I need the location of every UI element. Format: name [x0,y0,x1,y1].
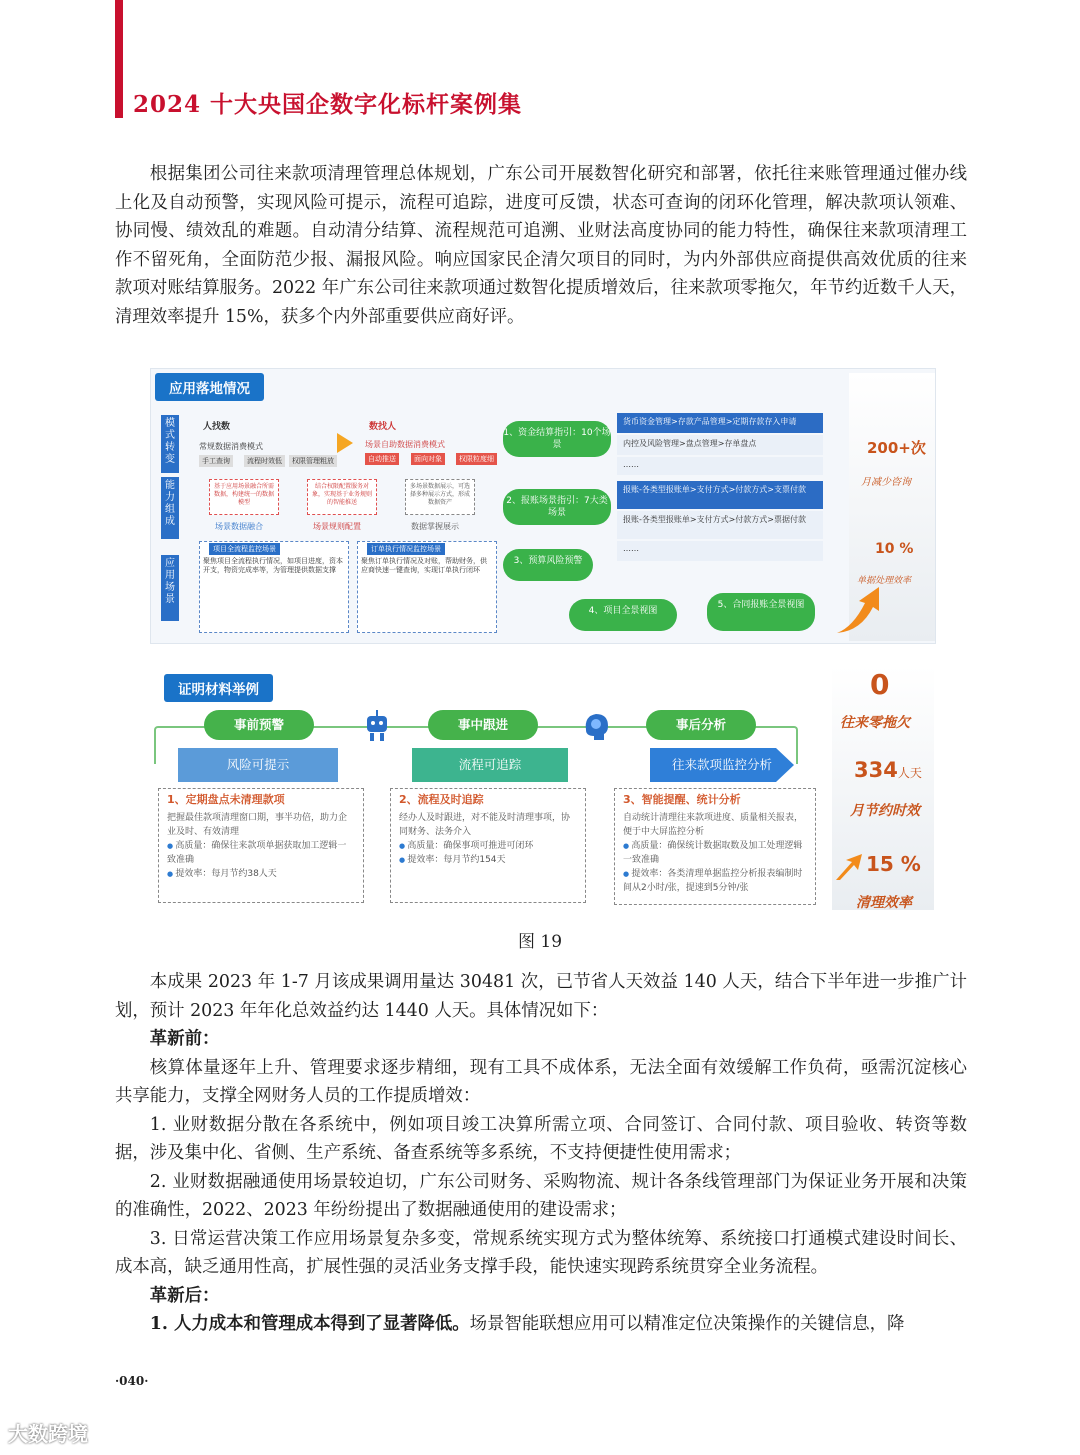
page-number: ·040· [115,1374,149,1388]
scene-pill-4: 5、合同报账全景视图 [707,593,815,631]
scene-pill-0: 1、资金结算指引：10个场景 [503,421,611,457]
sidebar-label-1: 能力组成 [161,477,179,539]
body-paragraph-6-text: 场景智能联想应用可以精准定位决策操作的关键信息，降 [469,1314,905,1334]
capability-card-1: 结合权限配置服务对象，实现基于业务规则的智能推送 [307,479,377,515]
stage-pill-2: 事后分析 [646,710,756,740]
path-row-3: 报账-各类型报账单>支付方式>付款方式>支票付款 [617,481,823,509]
evidence-card-bullet: ● 提效率：每月节约154天 [399,853,577,867]
mode-old-chip-1: 流程时效低 [244,455,285,467]
sidebar-label-0: 模式转变 [161,415,179,473]
evidence-card-bullet: ● 高质量：确保统计数据取数及加工处理逻辑一致准确 [623,839,807,867]
before-heading: 革新前： [149,1029,220,1049]
panel-tag-evidence: 证明材料举例 [164,674,273,702]
stat2-value-0: 0 [870,668,890,701]
stat-value-0: 200+次 [867,439,926,457]
mode-old-chip-2: 权限管理粗放 [289,455,337,467]
body-paragraph-4: 2. 业财数据融通使用场景较迫切，广东公司财务、采购物流、规计各条线管理部门为保证业务开展和决策的准确性，2022、2023 年纷纷提出了数据融通使用的建设需求； [115,1171,967,1220]
evidence-card-bullet: ● 提效率：每月节约38人天 [167,867,355,881]
scene-pill-1: 2、报账场景指引：7大类场景 [503,489,611,525]
stat2-group-1 [854,758,922,782]
mode-old-label: 人找数 [203,422,231,432]
stat2-unit-1: 人天 [897,766,922,780]
body-paragraph-3: 1. 业财数据分散在各系统中，例如项目竣工决算所需立项、合同签订、合同付款、项目验收、转资等数据，涉及集中化、省侧、生产系统、备查系统等多系统，不支持便捷性使用需求； [115,1114,967,1163]
stat-label-1: 单据处理效率 [857,576,912,586]
figure-caption: 图 19 [517,932,563,952]
evidence-card-bullet: ● 提效率：各类清理单据监控分析报表编制时间从2小时/张，提速到5分钟/张 [623,867,807,895]
stage-box-2: 往来款项监控分析 [671,757,772,772]
sidebar-label-2: 应用场景 [161,555,179,621]
mode-old-sub: 常规数据消费模式 [199,442,263,451]
path-row-0: 货币资金管理>存款产品管理>定期存款存入申请 [617,413,823,433]
evidence-card-desc: 把握最佳款项清理窗口期，事半功倍，助力企业及时、有效清理 [167,813,348,837]
capability-card-0: 基于应用场景融合所需数据，构建统一的数据模型 [209,479,279,515]
mode-new-chip-2: 权限粒度细 [456,453,497,465]
path-row-4: 报账-各类型报账单>支付方式>付款方式>票据付款 [617,511,823,539]
evidence-card-2 [614,788,816,905]
evidence-card-bullet: ● 高质量：确保事项可推进可闭环 [399,839,577,853]
trend-up-arrow-icon [834,852,864,882]
evidence-card-0 [158,788,364,903]
stat2-label-1: 月节约时效 [850,803,920,819]
stat2-value-1: 334 [854,758,898,782]
mode-old-chip-0: 手工查询 [199,455,233,467]
mode-new-sub: 场景自助数据消费模式 [365,440,445,449]
evidence-card-title: 2、流程及时追踪 [399,793,484,806]
body-paragraph-5: 3. 日常运营决策工作应用场景复杂多变，常规系统实现方式为整体统筹、系统接口打通模式建设时间长、成本高，缺乏通用性高，扩展性强的灵活业务支撑手段，能快速实现跨系统贯穿全业务流程。 [115,1228,967,1277]
path-row-1: 内控及风险管理>盘点管理>存单盘点 [617,435,823,455]
stat2-label-0: 往来零拖欠 [840,715,910,731]
scene-pill-2: 3、预算风险预警 [503,549,593,581]
panel-application [150,368,936,644]
intro-paragraph [115,160,967,331]
scene-pill-3: 4、项目全景视图 [569,599,677,631]
body-paragraph-6 [115,1310,967,1339]
stat-label-0: 月减少咨询 [861,477,911,488]
stage-box-1: 流程可追踪 [412,748,568,782]
evidence-card-title: 3、智能提醒、统计分析 [623,793,741,806]
mode-new-chip-1: 面向对象 [411,453,445,465]
stage-box-0: 风险可提示 [178,748,338,782]
running-header: 2024 十大央国企数字化标杆案例集 [133,91,523,118]
capability-caption-1: 场景规则配置 [313,522,361,531]
stat2-label-2: 清理效率 [856,895,912,911]
mode-new-chip-0: 自动推送 [365,453,399,465]
app-scene-text-1: 聚焦订单执行情况及对账，帮助财务，供应商快速一键查询，实现订单执行闭环 [361,557,487,574]
app-scene-text-0: 聚焦项目全流程执行情况，如项目进度，资本开支，物资完成率等，为管理提供数据支撑 [203,557,343,574]
path-row-2: …… [617,457,823,475]
app-scene-title-1: 订单执行情况监控场景 [367,543,445,555]
panel-evidence [150,668,830,913]
after-heading: 革新后： [149,1285,220,1306]
watermark: 大数跨境 [8,1422,88,1446]
arrow-right-icon [337,433,353,453]
robot-icon [362,708,392,742]
capability-card-2: 多场景数据展示，可选择多种展示方式，形成数据资产 [405,479,475,515]
body-paragraph-6-lead: 1. 人力成本和管理成本得到了显著降低。 [149,1314,470,1334]
trend-up-arrow-icon [831,581,889,639]
path-row-5: …… [617,541,823,561]
panel-tag-application: 应用落地情况 [155,373,264,401]
mode-new-label: 数找人 [369,422,397,432]
header-accent-bar [115,0,123,118]
body-text [115,968,967,1339]
capability-caption-2: 数据掌握展示 [411,522,459,531]
body-paragraph-2: 核算体量逐年上升、管理要求逐步精细，现有工具不成体系，无法全面有效缓解工作负荷，亟需沉淀核心共享能力，支撑全网财务人员的工作提质增效： [115,1057,967,1106]
evidence-card-bullet: ● 高质量：确保往来款项单据获取加工逻辑一致准确 [167,839,355,867]
intro-text: 根据集团公司往来款项清理管理总体规划，广东公司开展数智化研究和部署，依托往来账管理通过催办线上化及自动预警，实现风险可提示，流程可追踪，进度可反馈，状态可查询的闭环化管理，解决款项认领难、协同慢、绩效乱的难题。自动清分结算、流程规范可追溯、业财法高度协同的能力特性，确保往来款项清理工作不留死角，全面防范少报、漏报风险。响应国家民企清欠项目的同时，为内外部供应商提供高效优质的往来款项对账结算服务。2022 年广东公司往来款项通过数智化提质增效后，往来款项零拖欠，年节约近数千人天，清理效率提升 15%，获多个内外部重要供应商好评。 [115,164,967,327]
evidence-card-desc: 经办人及时跟进，对不能及时清理事项，协同财务、法务介入 [399,813,571,837]
app-scene-title-0: 项目全流程监控场景 [209,543,280,555]
brain-head-icon [580,710,612,742]
stat2-value-2: 15 % [866,852,921,876]
body-paragraph-1: 本成果 2023 年 1-7 月该成果调用量达 30481 次，已节省人天效益 140 人天，结合下半年进一步推广计划，预计 2023 年年化总效益约达 1440 人天。具体情况如下： [115,972,967,1021]
evidence-card-title: 1、定期盘点未清理款项 [167,793,285,806]
stage-pill-1: 事中跟进 [428,710,538,740]
stat-value-1: 10 % [875,541,914,557]
stage-pill-0: 事前预警 [204,710,314,740]
figure-19 [150,368,936,913]
capability-caption-0: 场景数据融合 [215,522,263,531]
evidence-card-desc: 自动统计清理往来款项进度、质量相关报表，便于中大屏监控分析 [623,813,804,837]
evidence-card-1 [390,788,586,903]
